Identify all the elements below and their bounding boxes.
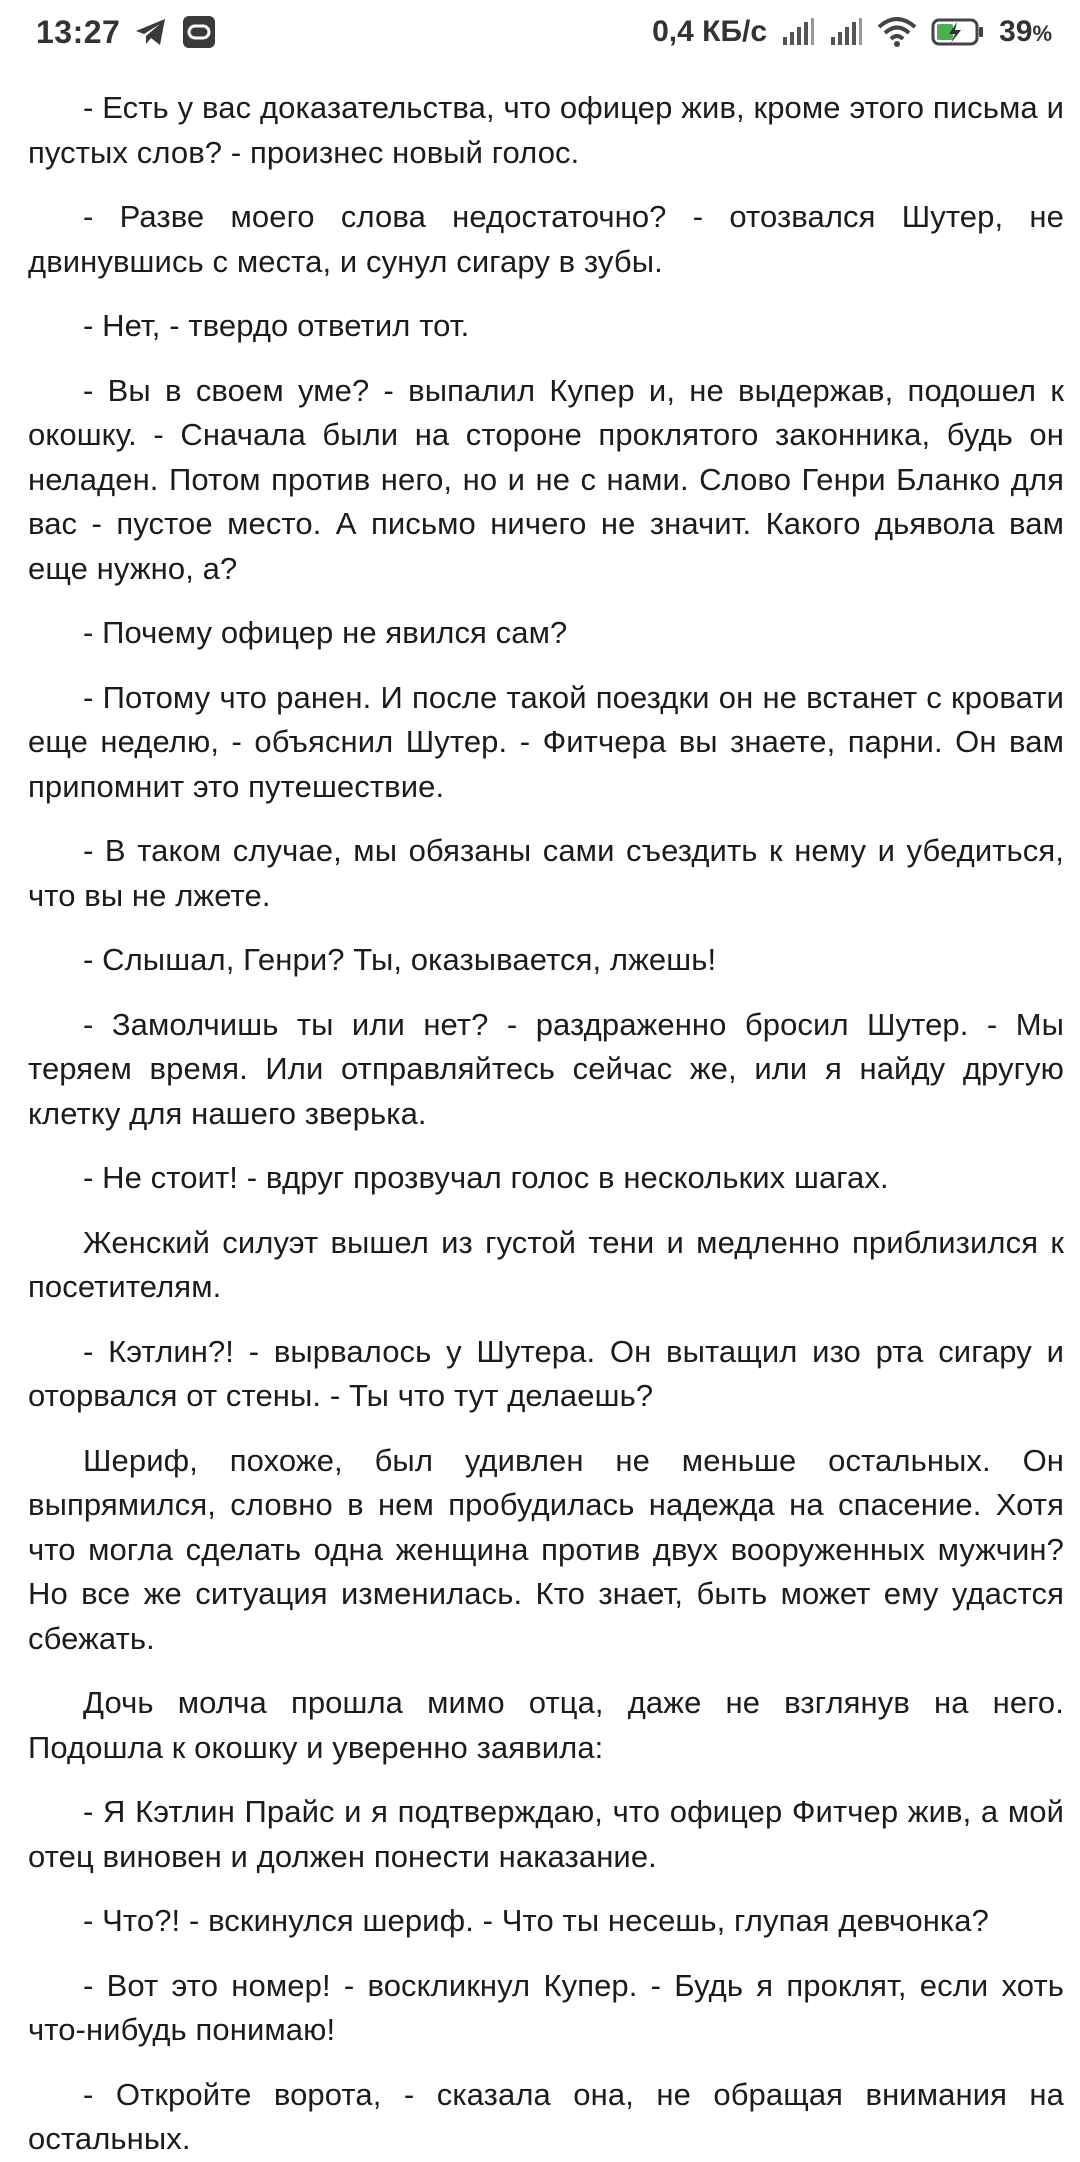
paragraph: - Нет, - твердо ответил тот.: [83, 308, 470, 343]
telegram-icon: [134, 17, 168, 47]
network-speed: 0,4 КБ/с: [652, 15, 768, 48]
paragraph: - Потому что ранен. И после такой поездки он не встанет с кровати еще неделю, - объяснил Шутер. - Фитчера вы знаете, парни. Он вам припомнит это путешествие.: [28, 679, 1064, 804]
paragraph: - Я Кэтлин Прайс и я подтверждаю, что офицер Фитчер жив, а мой отец виновен и должен понести наказание.: [28, 1794, 1064, 1874]
status-bar: [0, 0, 1080, 64]
paragraph: - Слышал, Генри? Ты, оказывается, лжешь!: [83, 942, 717, 977]
paragraph: Дочь молча прошла мимо отца, даже не взглянув на него. Подошла к окошку и уверенно заявила:: [28, 1685, 1064, 1765]
signal-icon: [781, 17, 815, 47]
battery-percent-value: 39: [999, 15, 1033, 48]
status-left: [36, 14, 216, 51]
paragraph: - Что?! - вскинулся шериф. - Что ты несешь, глупая девчонка?: [83, 1903, 989, 1938]
paragraph: - Есть у вас доказательства, что офицер жив, кроме этого письма и пустых слов? - произнес новый голос.: [28, 90, 1064, 170]
reader-text[interactable]: [28, 86, 1064, 2162]
paragraph: - Не стоит! - вдруг прозвучал голос в нескольких шагах.: [83, 1160, 889, 1195]
paragraph: - Почему офицер не явился сам?: [83, 615, 568, 650]
paragraph: - Разве моего слова недостаточно? - отозвался Шутер, не двинувшись с места, и сунул сигару в зубы.: [28, 199, 1064, 279]
paragraph: - Вы в своем уме? - выпалил Купер и, не выдержав, подошел к окошку. - Сначала были на стороне проклятого законника, будь он неладен. Потом против него, но и не с нами. Слово Генри Бланко для вас - пустое место. А письмо ничего не значит. Какого дьявола вам еще нужно, а?: [28, 372, 1064, 586]
paragraph: - В таком случае, мы обязаны сами съездить к нему и убедиться, что вы не лжете.: [28, 833, 1064, 913]
paragraph: - Вот это номер! - воскликнул Купер. - Будь я проклят, если хоть что-нибудь понимаю!: [28, 1967, 1064, 2047]
signal-icon: [829, 17, 863, 47]
status-right: [652, 15, 1052, 49]
battery-percent-sign: %: [1032, 21, 1052, 46]
paragraph: - Замолчишь ты или нет? - раздраженно бросил Шутер. - Мы теряем время. Или отправляйтесь сейчас же, или я найду другую клетку для нашего зверька.: [28, 1006, 1064, 1131]
battery-charging-icon: [931, 17, 985, 47]
paragraph: Женский силуэт вышел из густой тени и медленно приблизился к посетителям.: [28, 1224, 1064, 1304]
paragraph: - Кэтлин?! - вырвалось у Шутера. Он вытащил изо рта сигару и оторвался от стены. - Ты что тут делаешь?: [28, 1333, 1064, 1413]
paragraph: - Откройте ворота, - сказала она, не обращая внимания на остальных.: [28, 2076, 1064, 2156]
app-notification-icon: [182, 15, 216, 49]
status-time: 13:27: [36, 13, 121, 50]
wifi-icon: [877, 17, 917, 47]
battery-percent: [999, 15, 1052, 49]
paragraph: Шериф, похоже, был удивлен не меньше остальных. Он выпрямился, словно в нем пробудилась надежда на спасение. Хотя что могла сделать одна женщина против двух вооруженных мужчин? Но все же ситуация изменилась. Кто знает, быть может ему удастся сбежать.: [28, 1442, 1064, 1656]
